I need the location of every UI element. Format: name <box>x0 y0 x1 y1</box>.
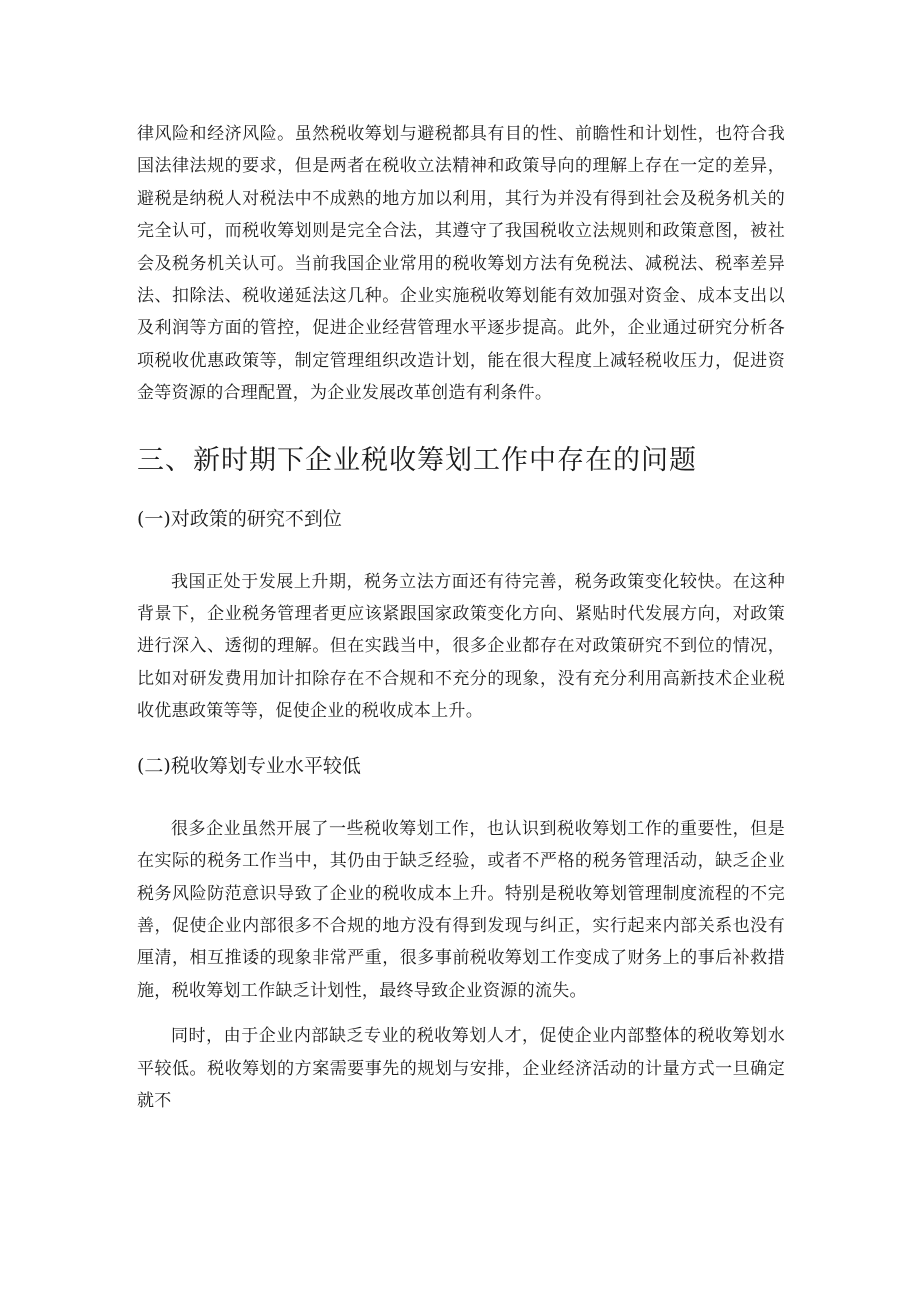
subsection-title-policy-research: (一)对政策的研究不到位 <box>137 507 342 530</box>
document-page <box>137 118 785 1117</box>
paragraph-policy-research: 我国正处于发展上升期，税务立法方面还有待完善，税务政策变化较快。在这种背景下，企业税务管理者更应该紧跟国家政策变化方向、紧贴时代发展方向，对政策进行深入、透彻的理解。但在实践当中，很多企业都存在对政策研究不到位的情况，比如对研发费用加计扣除存在不合规和不充分的现象，没有充分利用高新技术企业税收优惠政策等等，促使企业的税收成本上升。 <box>137 571 785 722</box>
paragraph-tax-planning-vs-avoidance: 律风险和经济风险。虽然税收筹划与避税都具有目的性、前瞻性和计划性，也符合我国法律法规的要求，但是两者在税收立法精神和政策导向的理解上存在一定的差异，避税是纳税人对税法中不成熟的地方加以利用，其行为并没有得到社会及税务机关的完全认可，而税收筹划则是完全合法，其遵守了我国税收立法规则和政策意图，被社会及税务机关认可。当前我国企业常用的税收筹划方法有免税法、减税法、税率差异法、扣除法、税收递延法这几种。企业实施税收筹划能有效加强对资金、成本支出以及利润等方面的管控，促进企业经营管理水平逐步提高。此外，企业通过研究分析各项税收优惠政策等，制定管理组织改造计划，能在很大程度上减轻税收压力，促进资金等资源的合理配置，为企业发展改革创造有利条件。 <box>137 124 785 404</box>
paragraph-professional-level: 很多企业虽然开展了一些税收筹划工作，也认识到税收筹划工作的重要性，但是在实际的税务工作当中，其仍由于缺乏经验，或者不严格的税务管理活动，缺乏企业税务风险防范意识导致了企业的税收成本上升。特别是税收筹划管理制度流程的不完善，促使企业内部很多不合规的地方没有得到发现与纠正，实行起来内部关系也没有厘清，相互推诿的现象非常严重，很多事前税收筹划工作变成了财务上的事后补救措施，税收筹划工作缺乏计划性，最终导致企业资源的流失。 <box>137 818 785 1001</box>
subsection-title-professional-level: (二)税收筹划专业水平较低 <box>137 754 361 777</box>
paragraph-talent-shortage: 同时，由于企业内部缺乏专业的税收筹划人才，促使企业内部整体的税收筹划水平较低。税收筹划的方案需要事先的规划与安排，企业经济活动的计量方式一旦确定就不 <box>137 1026 785 1111</box>
section-title: 三、新时期下企业税收筹划工作中存在的问题 <box>137 444 697 476</box>
